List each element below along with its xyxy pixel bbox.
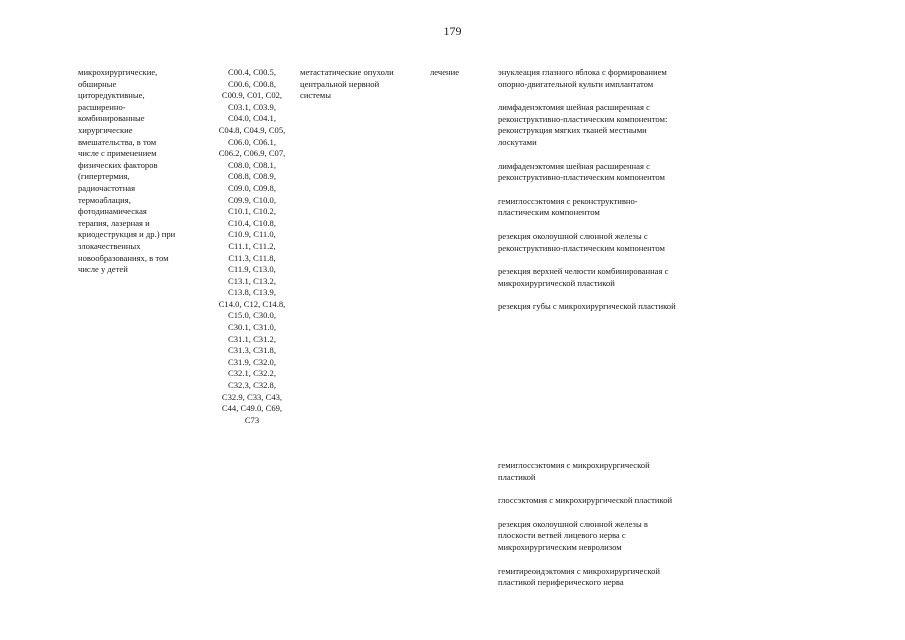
icd-code-line: C04.8, C04.9, C05, bbox=[218, 124, 286, 135]
method-line: резекция верхней челюсти комбинированная с bbox=[498, 266, 669, 277]
condition-line: центральной нервной bbox=[300, 78, 380, 89]
icd-code-line: C14.0, C12, C14.8, bbox=[218, 298, 286, 309]
condition-line: метастатические опухоли bbox=[300, 67, 394, 77]
method-item bbox=[498, 196, 748, 219]
description-cell bbox=[78, 67, 206, 276]
condition-cell bbox=[300, 67, 428, 102]
method-item bbox=[498, 519, 748, 554]
page-number: 179 bbox=[443, 24, 462, 38]
description-line: циторедуктивные, bbox=[78, 90, 145, 101]
description-line: расширенно- bbox=[78, 101, 126, 112]
icd-code-line: C13.8, C13.9, bbox=[228, 287, 276, 298]
icd-code-line: C30.1, C31.0, bbox=[228, 322, 276, 333]
method-item bbox=[498, 301, 748, 313]
description-line: терапия, лазерная и bbox=[78, 217, 150, 228]
icd-code-line: C11.3, C11.8, bbox=[228, 252, 276, 263]
description-line: криодеструкция и др.) при bbox=[78, 229, 176, 240]
method-line: микрохирургическим невролизом bbox=[498, 541, 622, 552]
icd-code-line: C11.9, C13.0, bbox=[228, 264, 276, 275]
description-line: фотодинамическая bbox=[78, 206, 147, 217]
method-line: реконструктивно-пластическим компонентом bbox=[498, 172, 665, 183]
icd-code-line: C08.8, C08.9, bbox=[228, 171, 276, 182]
method-line: реконструкция мягких тканей местными bbox=[498, 125, 647, 136]
icd-code-line: C09.0, C09.8, bbox=[228, 182, 276, 193]
method-line: гемиглоссэктомия с реконструктивно- bbox=[498, 195, 638, 206]
description-line: хирургические bbox=[78, 124, 133, 135]
method-item bbox=[498, 67, 748, 90]
method-line: гемитиреоидэктомия с микрохирургической bbox=[498, 565, 661, 576]
icd-codes-cell bbox=[206, 67, 298, 426]
icd-code-line: C10.9, C11.0, bbox=[228, 229, 276, 240]
icd-code-line: C32.3, C32.8, bbox=[228, 380, 276, 391]
description-line: микрохирургические, bbox=[78, 67, 158, 77]
method-line: пластическим компонентом bbox=[498, 207, 600, 218]
icd-code-line: C08.0, C08.1, bbox=[228, 159, 276, 170]
icd-code-line: C06.2, C06.9, C07, bbox=[218, 148, 286, 159]
icd-code-line: C10.1, C10.2, bbox=[228, 206, 276, 217]
method-item bbox=[498, 495, 748, 507]
method-line: резекция губы с микрохирургической пластикой bbox=[498, 301, 676, 312]
methods-cell-lower bbox=[498, 460, 748, 601]
method-item bbox=[498, 460, 748, 483]
method-line: резекция околоушной слюнной железы с bbox=[498, 230, 648, 241]
description-line: (гипертермия, bbox=[78, 171, 130, 182]
treatment-cell: лечение bbox=[430, 67, 460, 77]
method-line: энуклеация глазного яблока с формированием bbox=[498, 67, 667, 77]
icd-code-line: C73 bbox=[244, 414, 260, 425]
method-item bbox=[498, 161, 748, 184]
icd-code-line: C00.4, C00.5, bbox=[228, 67, 276, 77]
icd-code-line: C31.3, C31.8, bbox=[228, 345, 276, 356]
description-line: новообразованиях, в том bbox=[78, 252, 169, 263]
method-line: реконструктивно-пластическим компонентом: bbox=[498, 113, 668, 124]
icd-code-line: C04.0, C04.1, bbox=[228, 113, 276, 124]
method-line: опорно-двигательной культи имплантатом bbox=[498, 78, 654, 89]
method-item bbox=[498, 102, 748, 148]
description-line: комбинированные bbox=[78, 113, 145, 124]
method-item bbox=[498, 231, 748, 254]
method-line: глоссэктомия с микрохирургической пластикой bbox=[498, 495, 673, 506]
icd-code-line: C13.1, C13.2, bbox=[228, 275, 276, 286]
icd-code-line: C06.0, C06.1, bbox=[228, 136, 276, 147]
icd-code-line: C44, C49.0, C69, bbox=[221, 403, 283, 414]
method-line: пластикой bbox=[498, 471, 536, 482]
methods-cell-upper bbox=[498, 67, 748, 325]
condition-line: системы bbox=[300, 90, 332, 101]
description-line: физических факторов bbox=[78, 159, 158, 170]
description-line: злокачественных bbox=[78, 240, 141, 251]
method-line: гемиглоссэктомия с микрохирургической bbox=[498, 460, 650, 470]
description-line: числе у детей bbox=[78, 264, 128, 275]
method-line: лоскутами bbox=[498, 136, 537, 147]
method-line: реконструктивно-пластическим компонентом bbox=[498, 242, 665, 253]
description-line: радиочастотная bbox=[78, 182, 136, 193]
icd-code-line: C00.9, C01, C02, bbox=[221, 90, 283, 101]
method-item bbox=[498, 266, 748, 289]
method-line: плоскости ветвей лицевого нерва с bbox=[498, 530, 626, 541]
icd-code-line: C09.9, C10.0, bbox=[228, 194, 276, 205]
icd-code-line: C32.9, C33, C43, bbox=[221, 391, 283, 402]
method-line: лимфаденэктомия шейная расширенная с bbox=[498, 160, 650, 171]
icd-code-line: C03.1, C03.9, bbox=[228, 101, 276, 112]
method-line: лимфаденэктомия шейная расширенная с bbox=[498, 102, 650, 113]
description-line: числе с применением bbox=[78, 148, 157, 159]
description-line: обширные bbox=[78, 78, 117, 89]
icd-code-line: C10.4, C10.8, bbox=[228, 217, 276, 228]
method-line: резекция околоушной слюнной железы в bbox=[498, 518, 648, 529]
icd-code-line: C00.6, C00.8, bbox=[228, 78, 276, 89]
method-item bbox=[498, 566, 748, 589]
description-line: термоаблация, bbox=[78, 194, 131, 205]
icd-code-line: C31.1, C31.2, bbox=[228, 333, 276, 344]
icd-code-line: C31.9, C32.0, bbox=[228, 356, 276, 367]
method-line: микрохирургической пластикой bbox=[498, 277, 615, 288]
description-line: вмешательства, в том bbox=[78, 136, 157, 147]
icd-code-line: C15.0, C30.0, bbox=[228, 310, 276, 321]
icd-code-line: C32.1, C32.2, bbox=[228, 368, 276, 379]
method-line: пластикой периферического нерва bbox=[498, 577, 624, 588]
icd-code-line: C11.1, C11.2, bbox=[228, 240, 276, 251]
